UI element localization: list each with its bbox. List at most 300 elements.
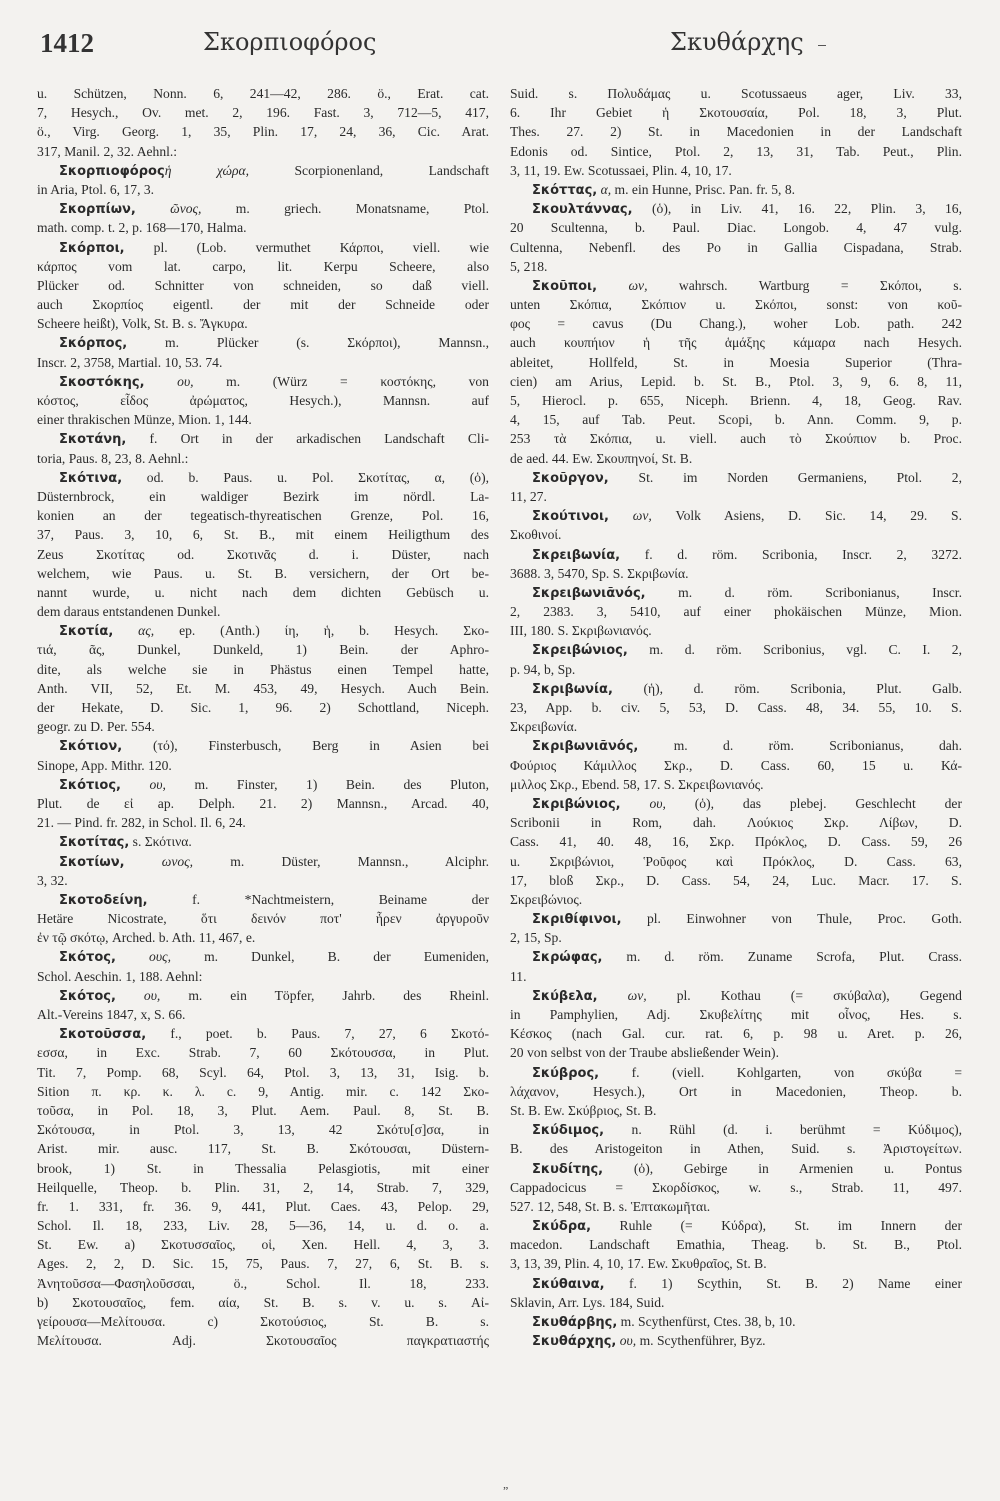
line-text: Tit. 7, Pomp. 68, Scyl. 64, Ptol. 3, 13, 31, Isig. b. <box>37 1064 489 1080</box>
right-column <box>510 84 962 1350</box>
line-text: Sklavin, Arr. Lys. 184, Suid. <box>510 1294 665 1310</box>
text-line <box>37 1216 489 1235</box>
line-text: m. d. röm. Zuname Scrofa, Plut. Crass. <box>602 949 962 965</box>
text-line <box>510 967 962 986</box>
text-line <box>510 238 962 257</box>
line-text: ἐν τῷ σκότῳ, Arched. b. Ath. 11, 467, e. <box>37 930 256 946</box>
text-line <box>37 218 489 237</box>
line-text: 20 von selbst von der Traube absließender Wein). <box>510 1045 779 1061</box>
line-text: Sinope, App. Mithr. 120. <box>37 757 172 773</box>
left-column <box>37 84 489 1350</box>
entry-line <box>510 1063 962 1082</box>
line-text: 3, 32. <box>37 872 68 888</box>
text-line <box>510 756 962 775</box>
line-text: 20 Scultenna, b. Paul. Diac. Longob. 4, 47 vulg. <box>510 220 962 236</box>
line-text: f. (viell. Kohlgarten, von σκύβα = <box>599 1064 962 1080</box>
headword: Σκορπιοφόρος <box>59 163 165 179</box>
greek-inflection: ου, <box>144 373 194 389</box>
text-line <box>510 717 962 736</box>
line-text: 37, Paus. 3, 10, 6, St. B., mit einem Heiligthum des <box>37 527 489 543</box>
line-text: m. d. röm. Scribonius, vgl. C. I. 2, <box>627 642 962 658</box>
line-text: 11, 27. <box>510 488 547 504</box>
text-line <box>510 564 962 583</box>
line-text: ö., Virg. Georg. 1, 35, Plin. 17, 24, 36, Cic. Arat. <box>37 124 489 140</box>
line-text: f. d. röm. Scribonia, Inscr. 2, 3272. <box>620 546 962 562</box>
line-text: μιλλος Σκρ., Ebend. 58, 17. S. Σκρειβωνιανός. <box>510 776 764 792</box>
text-line <box>510 698 962 717</box>
entry-line <box>37 832 489 851</box>
line-text: 3, 13, 39, Plin. 4, 10, 17. Ew. Σκυθραῖος, St. B. <box>510 1256 767 1272</box>
line-text: toria, Paus. 8, 23, 8. Aehnl.: <box>37 450 189 466</box>
line-text: 3688. 3, 5470, Sp. S. Σκριβωνία. <box>510 565 689 581</box>
line-text: auch κουπήιον ἡ τῆς ἁμάξης κάμαρα nach Hesych. <box>510 335 962 351</box>
line-text: Heilquelle, Theop. b. Plin. 31, 2, 14, Strab. 7, 329, <box>37 1179 489 1195</box>
line-text: Μελίτουσα. Adj. Σκοτουσαῖος παγκρατιαστής <box>37 1333 489 1349</box>
entry-line <box>37 890 489 909</box>
headword: Σκόρπος, <box>59 336 128 352</box>
line-text: geogr. zu D. Per. 554. <box>37 719 155 735</box>
entry-line <box>37 161 489 180</box>
line-text: m. d. röm. Scribonianus, Inscr. <box>645 584 962 600</box>
text-line <box>37 871 489 890</box>
line-text: pl. Einwohner von Thule, Proc. Goth. <box>621 911 962 927</box>
line-text: ep. (Anth.) ίη, ἡ, b. Hesych. Σκο- <box>154 623 489 639</box>
text-line <box>510 1043 962 1062</box>
line-text: f. Ort in der arkadischen Landschaft Cli- <box>126 431 489 447</box>
text-line <box>37 1312 489 1331</box>
text-line <box>37 679 489 698</box>
text-line <box>37 1235 489 1254</box>
text-line <box>510 314 962 333</box>
headword: Σκότος, <box>59 988 116 1004</box>
line-text: cien) am Arius, Lepid. b. St. B., Ptol. 3, 9, 6. 8, 11, <box>510 373 962 389</box>
line-text: 5, Hierocl. p. 655, Niceph. Brienn. 4, 18, Geog. Rav. <box>510 393 962 408</box>
line-text: m. (Würz = κοστόκης, von <box>193 373 489 389</box>
line-text: p. 94, b, Sp. <box>510 661 576 677</box>
text-line <box>37 487 489 506</box>
entry-line <box>510 180 962 199</box>
line-text: Zeus Σκοτίτας od. Σκοτινᾶς d. i. Düster, nach <box>37 546 489 562</box>
text-line <box>510 142 962 161</box>
text-line <box>37 295 489 314</box>
line-text: Cass. 41, 40. 48, 16, Σκρ. Πρόκλος, D. Cass. 59, 26 <box>510 834 962 850</box>
line-text: de aed. 44. Ew. Σκουπηνοί, St. B. <box>510 450 693 466</box>
line-text: τοῦσα, in Pol. 18, 3, Plut. Aem. Paul. 8, St. B. <box>37 1102 489 1118</box>
headword: Σκοῦργον, <box>532 470 609 486</box>
headword: Σκούτινοι, <box>532 509 609 525</box>
line-text: Ἀνητοῦσσα—Φασηλοῦσσαι, ö., Schol. Il. 18, 233. <box>37 1275 489 1291</box>
line-text: Inscr. 2, 3758, Martial. 10, 53. 74. <box>37 354 223 370</box>
entry-line <box>510 1274 962 1293</box>
line-text: Scribonii in Rom, dah. Λούκιος Σκρ. Λίβων, D. <box>510 815 962 831</box>
line-text: u. Schützen, Nonn. 6, 241—42, 286. ö., Erat. cat. <box>37 86 489 101</box>
line-text: in Aria, Ptol. 6, 17, 3. <box>37 181 155 197</box>
headword: Σκριβωνία, <box>532 681 613 697</box>
text-line <box>37 142 489 161</box>
line-text: Ruhle (= Κύδρα), St. im Innern der <box>591 1218 962 1234</box>
headword: Σκύδρα, <box>532 1219 592 1235</box>
headword: Σκύθαινα, <box>532 1276 605 1292</box>
line-text: Hetäre Nicostrate, ὅτι δεινόν ποτ' ἦρεν ἀργυροῦν <box>37 911 489 927</box>
line-text: m. Dunkel, B. der Eumeniden, <box>170 949 489 965</box>
headword: Σκοτίων, <box>59 854 125 870</box>
greek-inflection: ους, <box>115 949 171 965</box>
text-line <box>37 1101 489 1120</box>
line-text: Scheere heißt), Volk, St. B. s. Ἄγκυρα. <box>37 316 248 332</box>
line-text: welchem, wie Paus. u. St. B. versichern, der Ort be- <box>37 565 489 581</box>
headword: Σκοτάνη, <box>59 432 127 448</box>
text-line <box>510 161 962 180</box>
headword: Σκορπίων, <box>59 202 136 218</box>
page-number: 1412 <box>40 28 94 58</box>
entry-line <box>37 1024 489 1043</box>
running-head-left: Σκορπιοφόρος <box>203 28 377 56</box>
bottom-mark: „ <box>503 1477 509 1491</box>
text-line <box>37 122 489 141</box>
entry-line <box>37 429 489 448</box>
entry-line <box>37 736 489 755</box>
headword: Σκοτίτας, <box>59 835 130 851</box>
line-text: Arist. mir. ausc. 117, St. B. Σκότουσαι, Düstern- <box>37 1141 489 1157</box>
line-text: m. ein Hunne, Prisc. Pan. fr. 5, 8. <box>611 181 796 197</box>
greek-inflection: ου, <box>620 795 666 811</box>
line-text: u. Σκριβώνιοι, Ῥοῦφος καὶ Πρόκλος, D. Cass. 63, <box>510 853 962 869</box>
text-line <box>37 928 489 947</box>
line-text: Plut. de εἰ ap. Delph. 21. 2) Mannsn., Arcad. 40, <box>37 795 489 811</box>
text-line <box>510 1235 962 1254</box>
entry-line <box>37 238 489 257</box>
entry-line <box>37 333 489 352</box>
line-text: dem daraus entstandenen Dunkel. <box>37 604 221 620</box>
line-text: Ages. 2, 2, D. Sic. 15, 75, Paus. 7, 27, 6, St. B. s. <box>37 1256 489 1272</box>
line-text: εσσα, in Exc. Strab. 7, 60 Σκότουσσα, in Plut. <box>37 1045 489 1061</box>
line-text: 253 τὰ Σκόπια, u. viell. auch τὸ Σκούπιον b. Proc. <box>510 431 962 447</box>
line-text: der Hekate, D. Sic. 1, 96. 2) Schottland, Niceph. <box>37 700 489 715</box>
headword: Σκοστόκης, <box>59 374 145 390</box>
line-text: 317, Manil. 2, 32. Aehnl.: <box>37 143 178 159</box>
line-text: fr. 1. 331, fr. 36. 9, 441, Plut. Caes. 43, Pelop. 29, <box>37 1198 489 1214</box>
headword: Σκυδίτης, <box>532 1161 604 1177</box>
text-line <box>37 1063 489 1082</box>
headword: Σκύβρος, <box>532 1065 600 1081</box>
text-line <box>37 1159 489 1178</box>
line-text: Σκότουσα, in Ptol. 3, 13, 42 Σκότυ[σ]σα, in <box>37 1122 489 1138</box>
line-text: pl. Kothau (= σκύβαλα), Gegend <box>646 987 962 1003</box>
text-line <box>510 333 962 352</box>
line-text: III, 180. S. Σκριβωνιανός. <box>510 623 652 639</box>
entry-line <box>510 986 962 1005</box>
text-line <box>510 487 962 506</box>
line-text: 4, 15, auf Tab. Peut. Scopi, b. Ann. Comm. 9, p. <box>510 412 962 428</box>
line-text: (ὁ), in Liv. 41, 16. 22, Plin. 3, 16, <box>632 201 962 217</box>
headword: Σκοτία, <box>59 624 114 640</box>
headword: Σκρειβώνιος, <box>532 643 628 659</box>
entry-line <box>510 1216 962 1235</box>
headword: Σκριβώνιος, <box>532 796 621 812</box>
line-text: b) Σκοτουσαῖος, fem. αία, St. B. s. v. u. s. Αἰ- <box>37 1294 489 1310</box>
headword: Σκουλτάννας, <box>532 202 633 218</box>
text-line <box>510 832 962 851</box>
headword: Σκόρποι, <box>59 240 125 256</box>
line-text: f. *Nachtmeistern, Beiname der <box>147 891 489 907</box>
headword: Σκριθίφινοι, <box>532 912 622 928</box>
line-text: od. b. Paus. u. Pol. Σκοτίτας, α, (ὁ), <box>122 469 489 485</box>
text-line <box>510 1293 962 1312</box>
text-line <box>37 506 489 525</box>
entry-line <box>510 545 962 564</box>
text-line <box>510 429 962 448</box>
line-text: (ἡ), d. röm. Scribonia, Plut. Galb. <box>612 680 962 696</box>
text-line <box>37 1043 489 1062</box>
headword: Σκρειβωνιᾶνός, <box>532 585 646 601</box>
text-line <box>510 295 962 314</box>
line-text: Schol. Aeschin. 1, 188. Aehnl: <box>37 968 203 984</box>
line-text: Sition π. κρ. κ. λ. c. 9, Antig. mir. c. 142 Σκο- <box>37 1083 489 1099</box>
text-line <box>510 775 962 794</box>
line-text: (τό), Finsterbusch, Berg in Asien bei <box>122 738 489 754</box>
line-text: m. griech. Monatsname, Ptol. <box>201 201 489 217</box>
line-text: φος = cavus (Du Chang.), woher Lob. path. 242 <box>510 316 962 332</box>
line-text: 7, Hesych., Ov. met. 2, 196. Fast. 3, 712—5, 417, <box>37 105 489 121</box>
text-line <box>37 717 489 736</box>
line-text: Edonis od. Sintice, Ptol. 2, 13, 31, Tab. Peut., Plin. <box>510 143 962 159</box>
text-line <box>510 1101 962 1120</box>
entry-line <box>37 199 489 218</box>
headword: Σκότιος, <box>59 777 121 793</box>
entry-line <box>510 199 962 218</box>
line-text: Düsternbrock, ein waldiger Bezirk im nördl. La- <box>37 488 489 504</box>
headword: Σκριβωνιᾶνός, <box>532 739 639 755</box>
text-line <box>37 1120 489 1139</box>
text-line <box>510 1139 962 1158</box>
line-text: Scorpionenland, Landschaft <box>249 162 489 178</box>
text-line <box>37 545 489 564</box>
entry-line <box>37 621 489 640</box>
text-line <box>510 602 962 621</box>
line-text: macedon. Landschaft Emathia, Theag. b. St. B., Ptol. <box>510 1237 962 1253</box>
headword: Σκρώφας, <box>532 950 603 966</box>
headword: Σκύδιμος, <box>532 1123 605 1139</box>
text-line <box>510 871 962 890</box>
entry-line <box>37 986 489 1005</box>
entry-line <box>510 468 962 487</box>
text-line <box>510 391 962 410</box>
line-text: κάρπος vom lat. carpo, lit. Kerpu Scheere, also <box>37 258 489 274</box>
line-text: Alt.-Vereins 1847, x, S. 66. <box>37 1007 186 1022</box>
entry-line <box>37 468 489 487</box>
line-text: St. Ew. a) Σκοτυσσαῖος, οἱ, Xen. Hell. 4, 3, 3. <box>37 1237 489 1253</box>
header-dash <box>818 45 826 46</box>
line-text: Cappadocicus = Σκορδίσκος, w. s., Strab. 11, 497. <box>510 1179 962 1195</box>
line-text: einer thrakischen Münze, Mion. 1, 144. <box>37 412 252 428</box>
text-line <box>37 698 489 717</box>
text-line <box>37 410 489 429</box>
headword: Σκύβελα, <box>532 988 598 1004</box>
text-line <box>37 1274 489 1293</box>
entry-line <box>510 506 962 525</box>
line-text: 11. <box>510 968 527 984</box>
line-text: Σκρειβωνία. <box>510 719 578 735</box>
text-line <box>37 1139 489 1158</box>
greek-inflection: ου, <box>121 776 166 792</box>
line-text: B. des Aristogeiton in Athen, Suid. s. Ἀριστογείτων. <box>510 1141 962 1157</box>
headword: Σκυθάρβης, <box>532 1315 618 1330</box>
line-text: Schol. Il. 18, 233, Liv. 28, 5—36, 14, u. d. o. a. <box>37 1218 489 1234</box>
text-line <box>510 103 962 122</box>
line-text: f., poet. b. Paus. 7, 27, 6 Σκοτό- <box>146 1026 489 1042</box>
text-line <box>37 180 489 199</box>
text-line <box>510 660 962 679</box>
entry-line <box>510 1159 962 1178</box>
greek-inflection: ων, <box>597 277 648 293</box>
line-text: (ὁ), das plebej. Geschlecht der <box>665 795 962 811</box>
entry-line <box>510 583 962 602</box>
text-line <box>37 564 489 583</box>
line-text: Volk Asiens, D. Sic. 14, 29. S. <box>651 508 962 524</box>
text-line <box>37 391 489 410</box>
line-text: Κέσκος (nach Gal. cur. rat. 6, p. 98 u. Aret. p. 26, <box>510 1026 962 1042</box>
entry-line <box>510 1331 962 1350</box>
greek-inflection: ου, <box>616 1333 637 1349</box>
line-text: m. d. röm. Scribonianus, dah. <box>638 738 962 754</box>
line-text: 3, 11, 19. Ew. Scotussaei, Plin. 4, 10, 17. <box>510 162 732 178</box>
line-text: κόστος, εἶδος ἀρώματος, Hesych.), Mannsn. auf <box>37 393 489 408</box>
text-line <box>510 525 962 544</box>
entry-line <box>37 775 489 794</box>
line-text: Plücker od. Schnitter von schneiden, so daß viell. <box>37 277 489 293</box>
entry-line <box>510 794 962 813</box>
text-line <box>37 602 489 621</box>
line-text: m. Plücker (s. Σκόρποι), Mannsn., <box>127 335 489 351</box>
text-line <box>37 449 489 468</box>
text-line <box>510 1254 962 1273</box>
line-text: 6. Ihr Gebiet ἡ Σκοτουσαία, Pol. 18, 3, Plut. <box>510 105 962 121</box>
line-text: 527. 12, 548, St. B. s. Ἑπτακωμῆται. <box>510 1198 711 1214</box>
text-line <box>510 813 962 832</box>
greek-inflection: α, <box>597 181 612 197</box>
line-text: f. 1) Scythin, St. B. 2) Name einer <box>604 1275 962 1291</box>
line-text: τιά, ᾶς, Dunkel, Dunkeld, 1) Bein. der Aphro- <box>37 642 489 658</box>
line-text: Σκοθινοί. <box>510 527 562 543</box>
line-text: math. comp. t. 2, p. 168—170, Halma. <box>37 220 247 236</box>
text-line <box>510 621 962 640</box>
entry-line <box>510 909 962 928</box>
line-text: γείρουσα—Μελίτουσα. c) Σκοτούσιος, St. B. s. <box>37 1314 489 1329</box>
entry-line <box>37 852 489 871</box>
greek-inflection: ου, <box>115 987 161 1003</box>
greek-inflection: ἡ χώρα, <box>164 162 250 178</box>
text-line <box>37 909 489 928</box>
text-line <box>37 1254 489 1273</box>
text-line <box>37 276 489 295</box>
line-text: 17, bloß Σκρ., D. Cass. 54, 24, Luc. Macr. 17. S. <box>510 872 962 888</box>
line-text: pl. (Lob. vermuthet Κάρποι, viell. wie <box>124 239 489 255</box>
text-line <box>37 640 489 659</box>
line-text: Thes. 27. 2) St. in Macedonien in der Landschaft <box>510 124 962 140</box>
line-text: (ὁ), Gebirge in Armenien u. Pontus <box>603 1160 962 1176</box>
entry-line <box>510 947 962 966</box>
running-head-right: Σκυθάρχης <box>670 28 804 56</box>
headword: Σκοτοῦσσα, <box>59 1027 147 1043</box>
text-line <box>37 1005 489 1024</box>
text-line <box>510 218 962 237</box>
line-text: Φούριος Κάμιλλος Σκρ., D. Cass. 60, 15 u. Κά- <box>510 757 962 773</box>
headword: Σκότινα, <box>59 470 123 486</box>
line-text: m. Scythenführer, Byz. <box>636 1333 766 1349</box>
text-line <box>37 103 489 122</box>
text-line <box>37 353 489 372</box>
text-line <box>510 1024 962 1043</box>
text-line <box>510 410 962 429</box>
line-text: 2, 2383. 3, 5410, auf einer phokäischen Münze, Mion. <box>510 604 962 620</box>
entry-line <box>510 679 962 698</box>
greek-inflection: ωνος, <box>124 853 194 869</box>
headword: Σκρειβωνία, <box>532 547 621 563</box>
line-text: Suid. s. Πολυδάμας u. Scotussaeus ager, Liv. 33, <box>510 86 962 101</box>
text-line <box>37 1082 489 1101</box>
line-text: s. Σκότινα. <box>129 834 192 850</box>
line-text: dite, als welche sie in Phästus einen Tempel hatte, <box>37 661 489 677</box>
line-text: ableitet, Hollfeld, St. in Moesia Superior (Thra- <box>510 354 962 370</box>
line-text: 2, 15, Sp. <box>510 930 562 946</box>
line-text: Anth. VII, 52, Et. M. 453, 49, Hesych. Auch Bein. <box>37 680 489 696</box>
line-text: St. B. Ew. Σκύβριος, St. B. <box>510 1102 657 1118</box>
text-line <box>510 1178 962 1197</box>
text-line <box>37 756 489 775</box>
line-text: λάχανον, Hesych.), Ort in Macedonien, Theop. b. <box>510 1083 962 1099</box>
text-line <box>37 84 489 103</box>
line-text: m. ein Töpfer, Jahrb. des Rheinl. <box>160 987 489 1003</box>
line-text: 23, App. b. civ. 5, 53, D. Cass. 48, 34. 55, 10. S. <box>510 700 962 715</box>
text-line <box>37 1331 489 1350</box>
text-line <box>510 372 962 391</box>
greek-inflection: ῶνος, <box>135 201 202 217</box>
text-line <box>510 122 962 141</box>
text-line <box>510 353 962 372</box>
line-text: nannt wurde, u. nicht nach dem dichten Gebüsch u. <box>37 584 489 600</box>
entry-line <box>510 1312 962 1331</box>
text-line <box>37 813 489 832</box>
greek-inflection: ων, <box>597 987 647 1003</box>
text-line <box>37 314 489 333</box>
text-line <box>510 449 962 468</box>
greek-inflection: ας, <box>113 623 155 639</box>
text-line <box>510 84 962 103</box>
headword: Σκότιον, <box>59 739 123 755</box>
text-line <box>510 1197 962 1216</box>
headword: Σκυθάρχης, <box>532 1334 617 1350</box>
line-text: m. Finster, 1) Bein. des Pluton, <box>165 776 489 792</box>
text-line <box>37 525 489 544</box>
line-text: 21. — Pind. fr. 282, in Schol. Il. 6, 24. <box>37 815 246 831</box>
line-text: m. Düster, Mannsn., Alciphr. <box>193 853 489 869</box>
line-text: brook, 1) St. in Thessalia Pelasgiotis, mit einer <box>37 1160 489 1176</box>
text-line <box>37 257 489 276</box>
line-text: m. Scythenfürst, Ctes. 38, b, 10. <box>617 1314 796 1329</box>
text-line <box>37 660 489 679</box>
text-line <box>37 967 489 986</box>
line-text: auch Σκορπίος eigentl. der mit der Schneide oder <box>37 297 489 313</box>
line-text: unten Σκόπια, Σκόπιον u. Σκόποι, sonst: von κοῦ- <box>510 297 962 313</box>
entry-line <box>37 947 489 966</box>
entry-line <box>510 276 962 295</box>
line-text: wahrsch. Wartburg = Σκόποι, s. <box>647 277 962 293</box>
entry-line <box>510 640 962 659</box>
entry-line <box>510 1120 962 1139</box>
text-line <box>510 890 962 909</box>
text-line <box>510 257 962 276</box>
text-line <box>37 1197 489 1216</box>
